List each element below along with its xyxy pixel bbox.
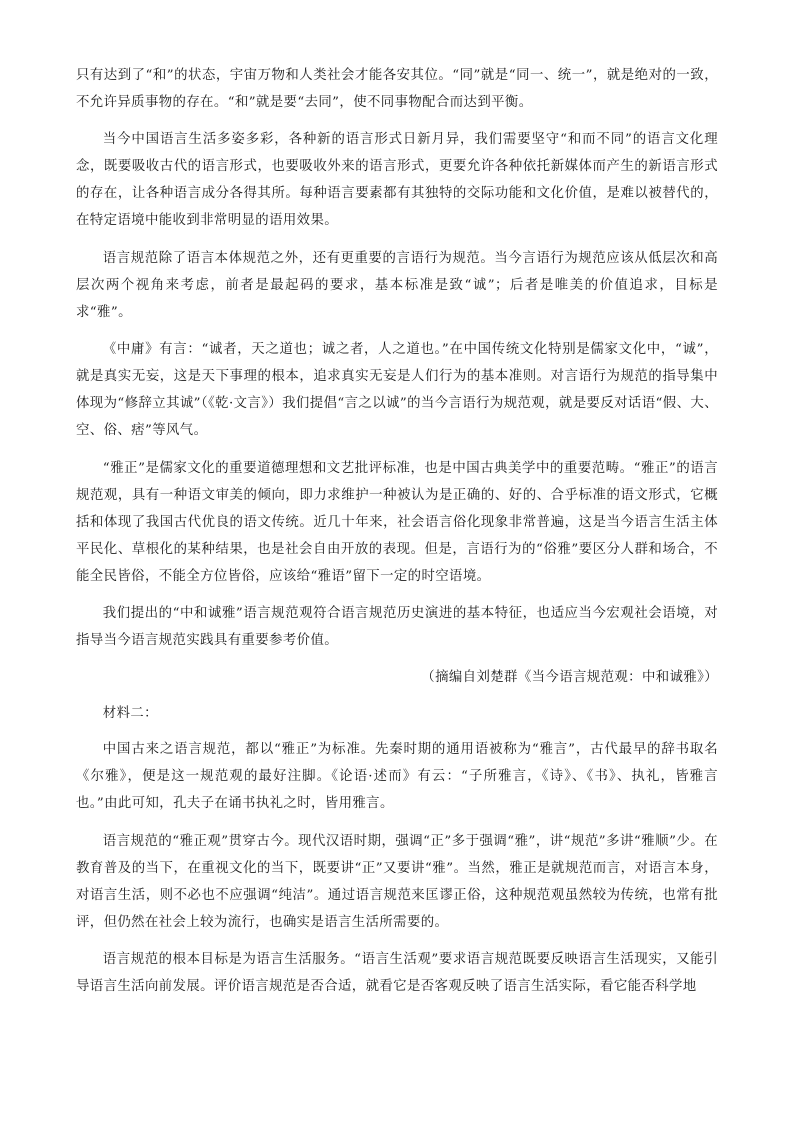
material-two-paragraph-3: 语言规范的根本目标是为语言生活服务。“语言生活观”要求语言规范既要反映语言生活现实，又能引导语言生活向前发展。评价语言规范是否合适，就看它是否客观反映了语言生活实际，看它能否科学地 [76,952,718,995]
source-citation: （摘编自刘楚群《当今语言规范观：中和诚雅》） [421,670,718,686]
paragraph-1: 只有达到了“和”的状态，宇宙万物和人类社会才能各安其位。“同”就是“同一、统一”，就是绝对的一致，不允许异质事物的存在。“和”就是要“去同”，使不同事物配合而达到平衡。 [76,68,718,110]
paragraph-5: “雅正”是儒家文化的重要道德理想和文艺批评标准，也是中国古典美学中的重要范畴。“雅正”的语言规范观，具有一种语文审美的倾向，即力求维护一种被认为是正确的、好的、合乎标准的语文形式，它概括和体现了我国古代优良的语文传统。近几十年来，社会语言俗化现象非常普遍，这是当今语言生活主体平民化、草根化的某种结果，也是社会自由开放的表现。但是，言语行为的“俗雅”要区分人群和场合，不能全民皆俗，不能全方位皆俗，应该给“雅语”留下一定的时空语境。 [76,460,718,584]
material-two-paragraph-1: 中国古来之语言规范，都以“雅正”为标准。先秦时期的通用语被称为“雅言”，古代最早的辞书取名《尔雅》，便是这一规范观的最好注脚。《论语·述而》有云：“子所雅言，《诗》、《书》、执礼，皆雅言也。”由此可知，孔夫子在诵书执礼之时，皆用雅言。 [76,742,718,812]
paragraph-4: 《中庸》有言：“诚者，天之道也；诚之者，人之道也。”在中国传统文化特别是儒家文化中，“诚”，就是真实无妄，这是天下事理的根本，追求真实无妄是人们行为的基本准则。对言语行为规范的指导集中体现为“修辞立其诚”（《乾·文言》）我们提倡“言之以诚”的当今言语行为规范观，就是要反对话语“假、大、空、俗、痞”等风气。 [76,342,718,439]
paragraph-6: 我们提出的“中和诚雅”语言规范观符合语言规范历史演进的基本特征，也适应当今宏观社会语境，对指导当今语言规范实践具有重要参考价值。 [76,605,718,648]
material-two-label: 材料二： [102,706,158,722]
paragraph-2: 当今中国语言生活多姿多彩，各种新的语言形式日新月异，我们需要坚守“和而不同”的语言文化理念，既要吸收古代的语言形式，也要吸收外来的语言形式，更要允许各种依托新媒体而产生的新语言形式的存在，让各种语言成分各得其所。每种语言要素都有其独特的交际功能和文化价值，是难以被替代的，在特定语境中能收到非常明显的语用效果。 [76,132,718,229]
paragraph-3: 语言规范除了语言本体规范之外，还有更重要的言语行为规范。当今言语行为规范应该从低层次和高层次两个视角来考虑，前者是最起码的要求，基本标准是致“诚”；后者是唯美的价值追求，目标是求“雅”。 [76,250,718,320]
material-two-paragraph-2: 语言规范的“雅正观”贯穿古今。现代汉语时期，强调“正”多于强调“雅”，讲“规范”多讲“雅顺”少。在教育普及的当下，在重视文化的当下，既要讲“正”又要讲“雅”。当然，雅正是就规范而言，对语言本身，对语言生活，则不必也不应强调“纯洁”。通过语言规范来匡谬正俗，这种规范观虽然较为传统，也常有批评，但仍然在社会上较为流行，也确实是语言生活所需要的。 [76,833,718,930]
